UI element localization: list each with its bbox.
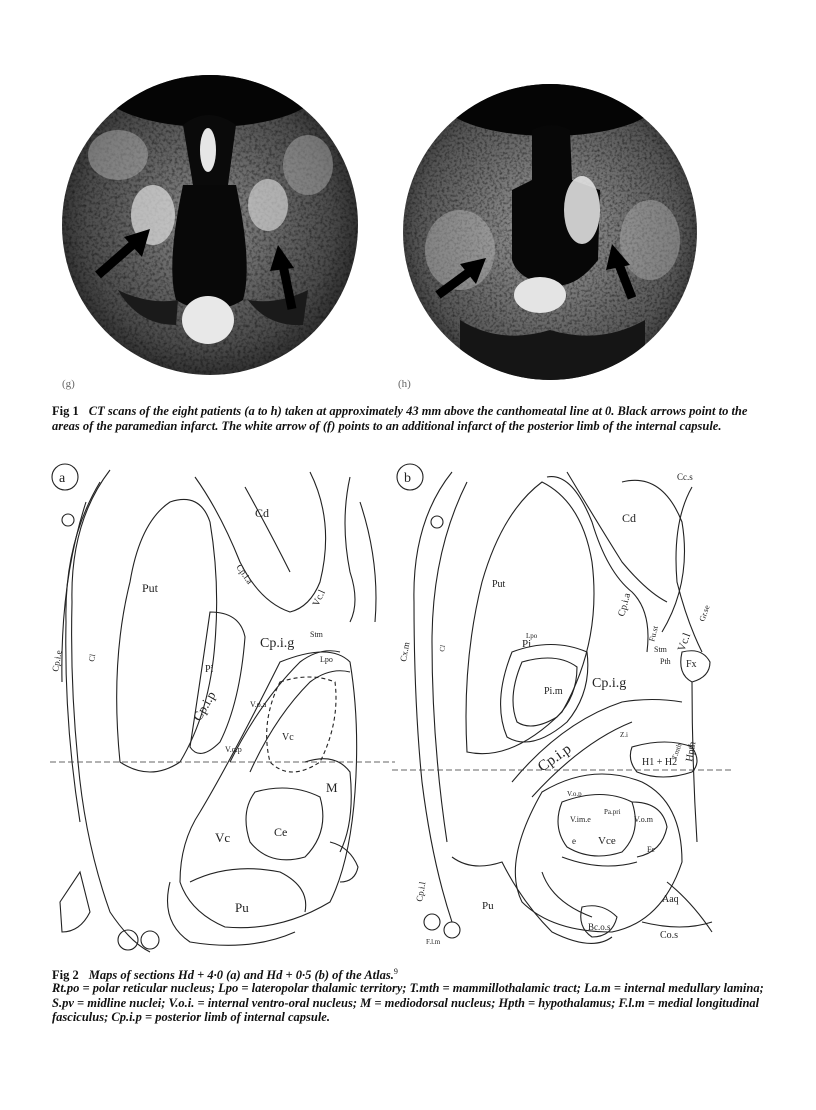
map-a-label: Cp.i.a [234,562,255,586]
fig1-text: CT scans of the eight patients (a to h) taken at approximately 43 mm above the canthomeatal line at 0. Black arrows point to the areas of the paramedian infarct. The white arrow of (f) points to an additional infarct of the posterior limb of the internal capsule. [52,404,748,433]
map-b-label: V.o.p [567,790,582,798]
map-a-label: Lpo [320,655,333,664]
map-b-label: Bc.o.s [588,922,611,932]
map-b-label: Vce [598,835,616,847]
map-b-label: Cd [622,511,637,525]
map-b-label: Co.s [660,930,679,941]
map-a-label: V.o.a [250,700,267,709]
map-b-label: H1 + H2 [642,757,678,768]
map-b-label: F.l.m [426,938,441,946]
atlas-map-b [392,462,732,958]
map-a-label: Cd [255,506,270,520]
fig2-legend: Rt.po = polar reticular nucleus; Lpo = lateropolar thalamic territory; T.mth = mammillothalamic tract; La.m = internal medullary lamina; S.pv = midline nuclei; V.o.i. = internal ventro-oral nucleus; M = mediodorsal nucleus; Hpth = hypothalamus; F.l.m = medial longitudinal fasciculus; Cp.i.p = posterior limb of internal capsule. [52,981,764,1024]
map-a-label: Cp.i.g [260,636,295,651]
map-a-label: Put [142,581,159,595]
fig2-reference: 9 [393,967,398,976]
map-b-panel-label: b [404,471,411,486]
scan-label-g: (g) [62,378,75,390]
map-b-label: Cx.m [398,641,412,663]
map-b-label: V.im.e [570,815,591,824]
map-b-label: Hpth [684,740,699,763]
map-b-label: Pi.m [544,686,563,697]
scan-label-h: (h) [398,378,411,390]
map-b-label: Pi [522,638,532,650]
atlas-map-a [50,462,395,958]
map-b-label: T.mth [670,742,684,761]
map-b-label: Aaq [662,894,679,905]
map-a-label: Vc [215,830,231,845]
map-b-label: Cl [438,644,448,653]
map-a-label: Cp.i.p [189,688,219,724]
map-b-label: Stm [654,645,667,654]
map-b-label: Pth [660,657,671,666]
fig2-label: Fig 2 [52,968,79,983]
map-a-label: Pu [235,900,249,915]
fig1-label: Fig 1 [52,404,79,418]
map-a-label: Pi [205,664,214,675]
map-b-label: Cp.i.g [592,676,627,691]
map-b-label: Fu.st [647,624,661,643]
map-a-label: Ce [274,825,288,839]
map-a-label: Cp.i.e [50,649,64,673]
map-b-label: Put [492,579,506,590]
fig2-caption [52,965,772,983]
map-b-label: Lpo [526,632,538,640]
map-b-label: Cc.s [677,472,693,482]
map-a-label: Cl [87,653,98,663]
map-b-label: Vc.l [675,631,694,654]
fig1-caption [52,404,772,433]
ct-scan-h [400,80,700,380]
map-b-label: Fe [647,845,655,854]
map-b-label: Fx [686,659,697,670]
map-b-label: Pu [482,900,494,912]
map-b-label: Cp.i.l [414,880,428,903]
map-b-label: Pa.pri [604,808,621,816]
map-b-label: Z.i [620,731,628,739]
ct-scan-g [58,65,358,375]
map-b-label: Cp.i.p [535,741,575,776]
map-a-label: V.o.p [225,745,242,754]
map-b-label: Cp.i.a [616,591,634,618]
map-a-panel-label: a [59,471,66,486]
map-a-label: Stm [310,630,323,639]
map-a-label: Vc.l [310,588,328,609]
fig2-text: Maps of sections Hd + 4·0 (a) and Hd + 0·5 (b) of the Atlas. [88,968,394,983]
map-b-label: e [572,836,576,846]
map-b-label: Gr.se [697,603,712,623]
map-b-label: V.o.m [634,815,653,824]
map-a-label: M [326,780,338,795]
map-a-label: Vc [282,732,294,743]
